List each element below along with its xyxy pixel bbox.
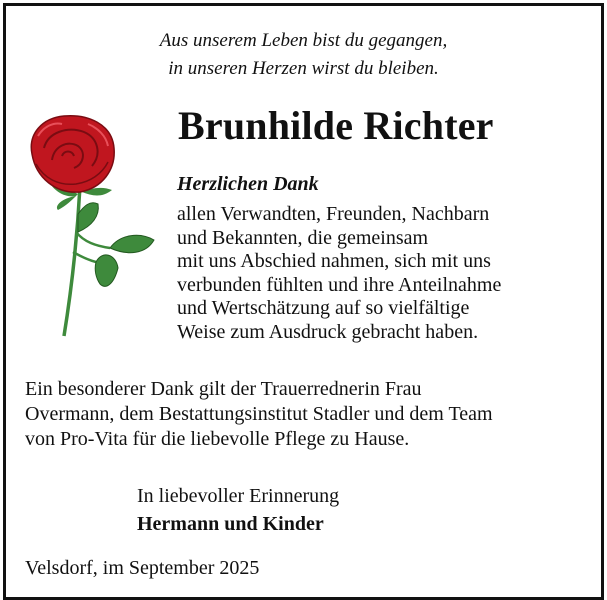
closing-block — [137, 482, 339, 538]
thanks-line: und Bekannten, die gemeinsam — [177, 226, 429, 249]
thanks-heading: Herzlichen Dank — [177, 173, 319, 195]
motto-line-1: Aus unserem Leben bist du gegangen, — [159, 30, 448, 51]
thanks-line: allen Verwandten, Freunden, Nachbarn — [177, 203, 490, 225]
special-thanks-line: Ein besonderer Dank gilt der Trauerrednerin Frau — [25, 378, 422, 400]
special-thanks-line: Overmann, dem Bestattungsinstitut Stadler und dem Team — [25, 403, 493, 425]
thanks-text — [177, 203, 501, 345]
signers: Hermann und Kinder — [137, 513, 324, 535]
thanks-line: und Wertschätzung auf so vielfältige — [177, 297, 470, 320]
place-date: Velsdorf, im September 2025 — [25, 557, 260, 579]
thanks-line: verbunden fühlten und ihre Anteilnahme — [177, 273, 502, 296]
special-thanks-line: von Pro-Vita für die liebevolle Pflege zu Hause. — [25, 428, 410, 450]
closing-phrase: In liebevoller Erinnerung — [137, 485, 340, 507]
motto-line-2: in unseren Herzen wirst du bleiben. — [168, 58, 439, 79]
motto — [6, 27, 601, 83]
red-rose-icon — [18, 114, 168, 344]
thanks-line: mit uns Abschied nahmen, sich mit uns — [177, 250, 491, 273]
special-thanks — [25, 377, 493, 452]
obituary-card — [3, 3, 604, 600]
thanks-line: Weise zum Ausdruck gebracht haben. — [177, 320, 479, 343]
deceased-name: Brunhilde Richter — [178, 103, 494, 148]
